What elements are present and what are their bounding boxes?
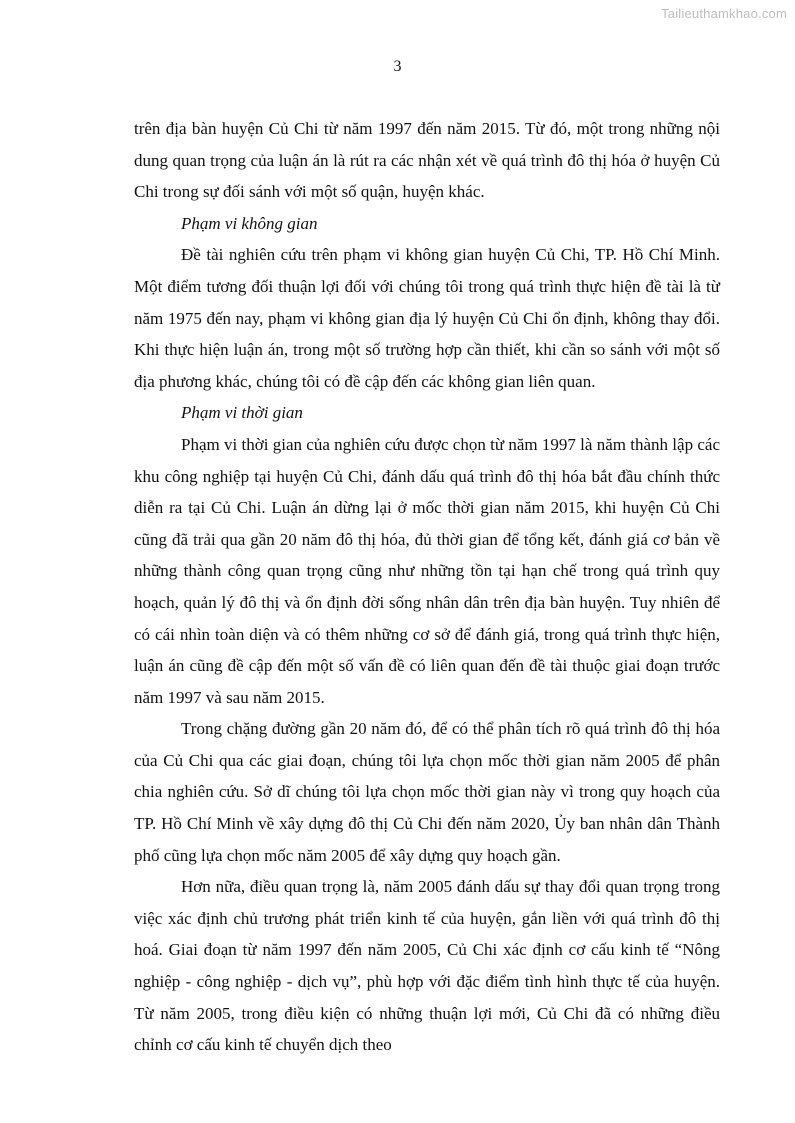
paragraph-intro-continuation: trên địa bàn huyện Củ Chi từ năm 1997 đến năm 2015. Từ đó, một trong những nội dung quan trọng của luận án là rút ra các nhận xét về quá trình đô thị hóa ở huyện Củ Chi trong sự đối sánh với một số quận, huyện khác. — [134, 119, 720, 202]
paragraph-economic-structure: Hơn nữa, điều quan trọng là, năm 2005 đánh dấu sự thay đổi quan trọng trong việc xác định chủ trương phát triển kinh tế của huyện, gắn liền với quá trình đô thị hoá. Giai đoạn từ năm 1997 đến năm 2005, Củ Chi xác định cơ cấu kinh tế “Nông nghiệp - công nghiệp - dịch vụ”, phù hợp với đặc điểm tình hình thực tế của huyện. Từ năm 2005, trong điều kiện có những thuận lợi mới, Củ Chi đã có những điều chỉnh cơ cấu kinh tế chuyển dịch theo — [134, 877, 720, 1055]
watermark-text: Tailieuthamkhao.com — [661, 6, 787, 21]
document-body — [134, 113, 720, 1061]
page-number: 3 — [393, 58, 402, 75]
heading-spatial-scope: Phạm vi không gian — [181, 213, 318, 233]
heading-time-scope: Phạm vi thời gian — [181, 403, 303, 423]
paragraph-milestone-2005: Trong chặng đường gần 20 năm đó, để có thể phân tích rõ quá trình đô thị hóa của Củ Chi qua các giai đoạn, chúng tôi lựa chọn mốc thời gian năm 2005 để phân chia nghiên cứu. Sở dĩ chúng tôi lựa chọn mốc thời gian này vì trong quy hoạch của TP. Hồ Chí Minh về xây dựng đô thị Củ Chi đến năm 2020, Ủy ban nhân dân Thành phố cũng lựa chọn mốc năm 2005 để xây dựng quy hoạch gần. — [134, 719, 720, 865]
paragraph-spatial-scope: Đề tài nghiên cứu trên phạm vi không gian huyện Củ Chi, TP. Hồ Chí Minh. Một điểm tương đối thuận lợi đối với chúng tôi trong quá trình thực hiện đề tài là từ năm 1975 đến nay, phạm vi không gian địa lý huyện Củ Chi ổn định, không thay đổi. Khi thực hiện luận án, trong một số trường hợp cần thiết, khi cần so sánh với một số địa phương khác, chúng tôi có đề cập đến các không gian liên quan. — [134, 245, 720, 391]
paragraph-time-scope: Phạm vi thời gian của nghiên cứu được chọn từ năm 1997 là năm thành lập các khu công nghiệp tại huyện Củ Chi, đánh dấu quá trình đô thị hóa bắt đầu chính thức diễn ra tại Củ Chi. Luận án dừng lại ở mốc thời gian năm 2015, khi huyện Củ Chi cũng đã trải qua gần 20 năm đô thị hóa, đủ thời gian để tổng kết, đánh giá cơ bản về những thành công quan trọng cũng như những tồn tại hạn chế trong quá trình quy hoạch, quản lý đô thị và ổn định đời sống nhân dân trên địa bàn huyện. Tuy nhiên để có cái nhìn toàn diện và có thêm những cơ sở để đánh giá, trong quá trình thực hiện, luận án cũng đề cập đến một số vấn đề có liên quan đến đề tài thuộc giai đoạn trước năm 1997 và sau năm 2015. — [134, 434, 720, 707]
